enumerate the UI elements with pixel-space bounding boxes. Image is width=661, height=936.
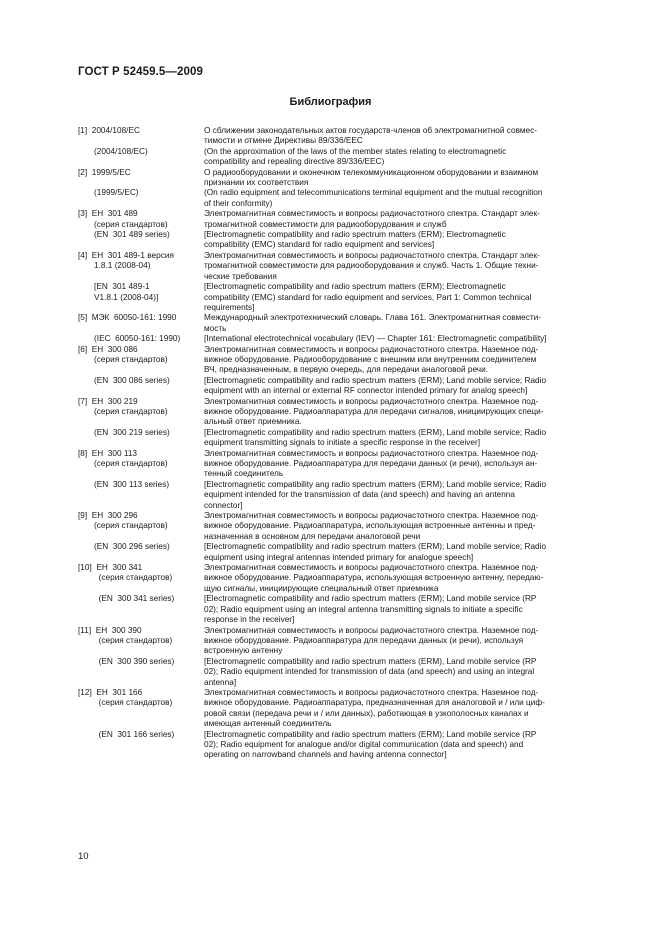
entry-description <box>204 168 614 189</box>
entry-description-line: 02); Radio equipment for analogue and/or digital communication (data and speech) and <box>204 739 524 749</box>
entry-description-line: equipment transmitting signals to initiate a specific response in the receiver] <box>204 438 481 448</box>
entry-description-line: [International electrotechnical vocabulary (IEV) — Chapter 161: Electromagnetic compatibility] <box>204 334 547 344</box>
entry-description-line: compatibility (EMC) standard for radio equipment and services] <box>204 240 435 250</box>
entry-reference <box>78 282 204 313</box>
entry-description-line: Электромагнитная совместимость и вопросы радиочастотного спектра. Наземное под- <box>204 448 539 458</box>
entry-description-line: [Electromagnetic compatibility ang radio spectrum matters (ERM); Land mobile service; Radio <box>204 479 547 489</box>
bibliography-entry <box>78 168 614 189</box>
entry-reference-line: (EN 300 390 series) <box>78 656 175 666</box>
entry-reference <box>78 126 204 147</box>
entry-description-line: Электромагнитная совместимость и вопросы радиочастотного спектра. Наземное под- <box>204 563 539 573</box>
entry-description-line: 02); Radio equipment intended for transmission of data (and speech) and using an integral <box>204 667 535 677</box>
entry-reference-line: [10] ЕН 300 341 <box>78 563 143 573</box>
bibliography-entry <box>78 688 614 730</box>
entry-reference <box>78 626 204 657</box>
entry-reference-line: 1.8.1 (2008-04) <box>78 261 151 271</box>
bibliography-entry <box>78 376 614 397</box>
bibliography-entry <box>78 657 614 688</box>
entry-reference <box>78 230 204 251</box>
entry-reference-line: (серия стандартов) <box>78 219 168 229</box>
bibliography-entry <box>78 126 614 147</box>
entry-description <box>204 126 614 147</box>
entry-reference-line: (серия стандартов) <box>78 698 173 708</box>
entry-reference <box>78 345 204 376</box>
entry-reference-line: [8] ЕН 300 113 <box>78 448 138 458</box>
bibliography-entry <box>78 449 614 480</box>
entry-reference-line: (EN 300 219 series) <box>78 427 170 437</box>
entry-reference <box>78 376 204 397</box>
entry-reference-line: V1.8.1 (2008-04)] <box>78 292 159 302</box>
document-header: ГОСТ Р 52459.5—2009 <box>78 66 203 78</box>
entry-description-line: тенный соединитель <box>204 469 284 479</box>
entry-description-line: О радиооборудовании и оконечном телекоммуникационном оборудовании и взаимном <box>204 167 539 177</box>
bibliography-entry <box>78 188 614 209</box>
entry-reference-line: [12] ЕН 301 166 <box>78 687 143 697</box>
entry-description-line: О сближении законодательных актов государств-членов об электромагнитной совмес- <box>204 126 537 135</box>
bibliography-entry <box>78 511 614 542</box>
entry-description-line: [Electromagnetic compatibility and radio spectrum matters (ERM); Land mobile service; Radio <box>204 375 547 385</box>
entry-description-line: тимости и отмене Директивы 89/336/ЕЕС <box>204 136 363 146</box>
bibliography-entry <box>78 345 614 376</box>
entry-description-line: antenna] <box>204 677 237 687</box>
entry-reference <box>78 594 204 625</box>
entry-description-line: compatibility (EMC) standard for radio equipment and services, Part 1: Common technical <box>204 292 532 302</box>
bibliography-entry <box>78 626 614 657</box>
entry-reference-line: (IEC 60050-161: 1990) <box>78 334 181 344</box>
entry-description <box>204 147 614 168</box>
entry-reference-line: [7] ЕН 300 219 <box>78 396 138 406</box>
entry-reference-line: [2] 1999/5/ЕС <box>78 167 131 177</box>
entry-description-line: connector] <box>204 500 243 510</box>
bibliography-list <box>78 126 614 761</box>
entry-reference <box>78 511 204 542</box>
entry-description-line: ВЧ, предназначенным, в первую очередь, для передачи аналоговой речи. <box>204 365 488 375</box>
entry-reference-line: (серия стандартов) <box>78 521 168 531</box>
entry-reference <box>78 397 204 428</box>
entry-reference-line: (1999/5/EC) <box>78 188 139 198</box>
entry-description <box>204 209 614 230</box>
entry-description-line: щую сигналы, инициирующие специальный ответ приемника <box>204 583 439 593</box>
entry-description-line: equipment with an internal or external RF connector intended primary for analog speech] <box>204 386 528 396</box>
entry-description <box>204 345 614 376</box>
bibliography-entry <box>78 334 614 344</box>
entry-description <box>204 428 614 449</box>
bibliography-entry <box>78 230 614 251</box>
bibliography-entry <box>78 313 614 334</box>
entry-reference-line: (EN 300 341 series) <box>78 594 175 604</box>
entry-reference-line: (EN 301 489 series) <box>78 230 170 240</box>
entry-reference-line: (EN 301 166 series) <box>78 729 175 739</box>
entry-description <box>204 511 614 542</box>
entry-reference-line: [EN 301 489-1 <box>78 282 150 292</box>
entry-description <box>204 397 614 428</box>
entry-description-line: [Electromagnetic compatibility and radio spectrum matters (ERM); Electromagnetic <box>204 282 506 292</box>
entry-description-line: тромагнитной совместимости для радиооборудования и служб. Часть 1. Общие техни- <box>204 261 539 271</box>
entry-reference <box>78 188 204 209</box>
entry-description <box>204 230 614 251</box>
entry-description <box>204 542 614 563</box>
entry-description-line: [Electromagnetic compatibility and radio spectrum matters (ERM), Land mobile service (RP <box>204 656 537 666</box>
entry-description-line: вижное оборудование. Радиоаппаратура, использующая встроенные антенны и пред- <box>204 521 536 531</box>
entry-description <box>204 313 614 334</box>
entry-description-line: имеющая антенный соединитель <box>204 719 332 729</box>
entry-description <box>204 449 614 480</box>
entry-description-line: тромагнитной совместимости для радиооборудования и служб <box>204 219 447 229</box>
bibliography-entry <box>78 147 614 168</box>
page-number: 10 <box>78 851 89 862</box>
entry-description-line: [Electromagnetic compatibility and radio spectrum matters (ERM); Land mobile service (RP <box>204 729 537 739</box>
entry-reference-line: (серия стандартов) <box>78 354 168 364</box>
entry-reference-line: [1] 2004/108/ЕС <box>78 126 140 135</box>
entry-description-line: вижное оборудование. Радиооборудование с внешним или внутренним соединителем <box>204 354 537 364</box>
entry-description-line: [Electromagnetic compatibility and radio spectrum matters (ERM); Electromagnetic <box>204 230 506 240</box>
entry-description-line: Электромагнитная совместимость и вопросы радиочастотного спектра. Наземное под- <box>204 687 539 697</box>
entry-description-line: встроенную антенну <box>204 646 283 656</box>
entry-reference-line: (серия стандартов) <box>78 635 173 645</box>
entry-reference <box>78 730 204 761</box>
entry-reference-line: (серия стандартов) <box>78 406 168 416</box>
entry-reference-line: [9] ЕН 300 296 <box>78 511 138 521</box>
entry-description-line: equipment intended for the transmission of data (and speech) and having an antenna <box>204 490 515 500</box>
entry-description-line: Электромагнитная совместимость и вопросы радиочастотного спектра. Наземное под- <box>204 625 539 635</box>
bibliography-entry <box>78 209 614 230</box>
entry-description-line: equipment using integral antennas intended primary for analogue speech] <box>204 552 474 562</box>
entry-description <box>204 334 614 344</box>
entry-description-line: вижное оборудование. Радиоаппаратура для передачи данных (и речи), используя ан- <box>204 459 538 468</box>
bibliography-entry <box>78 480 614 511</box>
entry-description-line: [Electromagnetic compatibility and radio spectrum matters (ERM); Land mobile service; Radio <box>204 542 547 552</box>
entry-description-line: compatibility and repealing directive 89/336/EEC) <box>204 157 385 167</box>
entry-description-line: response in the receiver] <box>204 615 295 625</box>
entry-reference-line: [4] ЕН 301 489-1 версия <box>78 250 174 260</box>
bibliography-entry <box>78 542 614 563</box>
entry-reference <box>78 209 204 230</box>
entry-reference-line: (серия стандартов) <box>78 459 168 468</box>
entry-description-line: (On the approximation of the laws of the member states relating to electromagnetic <box>204 146 507 156</box>
entry-reference-line: (EN 300 296 series) <box>78 542 170 552</box>
bibliography-entry <box>78 251 614 282</box>
entry-description <box>204 657 614 688</box>
entry-description-line: вижное оборудование. Радиоаппаратура, использующая встроенную антенну, передаю- <box>204 573 544 583</box>
entry-description <box>204 480 614 511</box>
entry-reference <box>78 657 204 688</box>
entry-description-line: [Electromagnetic compatibility and radio spectrum matters (ERM); Land mobile service (RP <box>204 594 537 604</box>
entry-reference-line: [6] ЕН 300 086 <box>78 344 138 354</box>
entry-description-line: признании их соответствия <box>204 178 309 188</box>
entry-description-line: requirements] <box>204 302 255 312</box>
entry-reference <box>78 542 204 563</box>
entry-reference-line: (EN 300 086 series) <box>78 375 170 385</box>
entry-description <box>204 376 614 397</box>
entry-description-line: мость <box>204 323 227 333</box>
bibliography-entry <box>78 563 614 594</box>
entry-reference <box>78 563 204 594</box>
entry-description <box>204 282 614 313</box>
entry-reference <box>78 313 204 334</box>
entry-reference <box>78 147 204 168</box>
entry-description-line: Электромагнитная совместимость и вопросы радиочастотного спектра. Стандарт элек- <box>204 250 540 260</box>
entry-description <box>204 730 614 761</box>
entry-description-line: вижное оборудование. Радиоаппаратура для передачи сигналов, инициирующих специ- <box>204 406 544 416</box>
entry-description-line: Электромагнитная совместимость и вопросы радиочастотного спектра. Наземное под- <box>204 396 539 406</box>
entry-reference <box>78 251 204 282</box>
bibliography-entry <box>78 397 614 428</box>
entry-reference <box>78 449 204 480</box>
entry-reference-line: (серия стандартов) <box>78 573 173 583</box>
entry-reference <box>78 428 204 449</box>
entry-description-line: operating on narrowband channels and having antenna connector] <box>204 750 447 760</box>
bibliography-entry <box>78 730 614 761</box>
entry-description-line: альный ответ приемника. <box>204 417 302 427</box>
entry-description <box>204 688 614 730</box>
entry-description-line: Электромагнитная совместимость и вопросы радиочастотного спектра. Стандарт элек- <box>204 209 540 219</box>
entry-reference-line: [3] ЕН 301 489 <box>78 209 138 219</box>
entry-reference <box>78 688 204 730</box>
entry-description-line: вижное оборудование. Радиоаппаратура для передачи данных (и речи), используя <box>204 635 524 645</box>
entry-reference <box>78 168 204 189</box>
entry-description-line: Международный электротехнический словарь. Глава 161. Электромагнитная совмести- <box>204 313 542 323</box>
entry-reference-line: (2004/108/EC) <box>78 146 148 156</box>
entry-description <box>204 188 614 209</box>
entry-reference <box>78 334 204 344</box>
entry-description-line: вижное оборудование. Радиоаппаратура, предназначенная для аналоговой и / или циф- <box>204 698 545 708</box>
entry-description-line: [Electromagnetic compatibility and radio spectrum matters (ERM), Land mobile service; Radio <box>204 427 547 437</box>
entry-description-line: 02); Radio equipment using an integral antenna transmitting signals to initiate a specific <box>204 604 523 614</box>
entry-description <box>204 251 614 282</box>
entry-description-line: ровой связи (передача речи и / или данных), работающая в узкополосных каналах и <box>204 708 529 718</box>
entry-reference-line: [11] ЕН 300 390 <box>78 625 142 635</box>
entry-reference-line: [5] МЭК 60050-161: 1990 <box>78 313 177 323</box>
bibliography-title: Библиография <box>289 96 372 108</box>
bibliography-entry <box>78 428 614 449</box>
entry-reference <box>78 480 204 511</box>
bibliography-entry <box>78 282 614 313</box>
entry-reference-line: (EN 300 113 series) <box>78 479 170 489</box>
entry-description-line: Электромагнитная совместимость и вопросы радиочастотного спектра. Наземное под- <box>204 511 539 521</box>
entry-description <box>204 626 614 657</box>
bibliography-entry <box>78 594 614 625</box>
entry-description-line: (On radio equipment and telecommunications terminal equipment and the mutual recognition <box>204 188 543 198</box>
entry-description-line: of their conformity) <box>204 198 273 208</box>
entry-description <box>204 563 614 594</box>
entry-description-line: ческие требования <box>204 271 277 281</box>
entry-description <box>204 594 614 625</box>
entry-description-line: Электромагнитная совместимость и вопросы радиочастотного спектра. Наземное под- <box>204 344 539 354</box>
entry-description-line: назначенная в основном для передачи аналоговой речи <box>204 531 421 541</box>
